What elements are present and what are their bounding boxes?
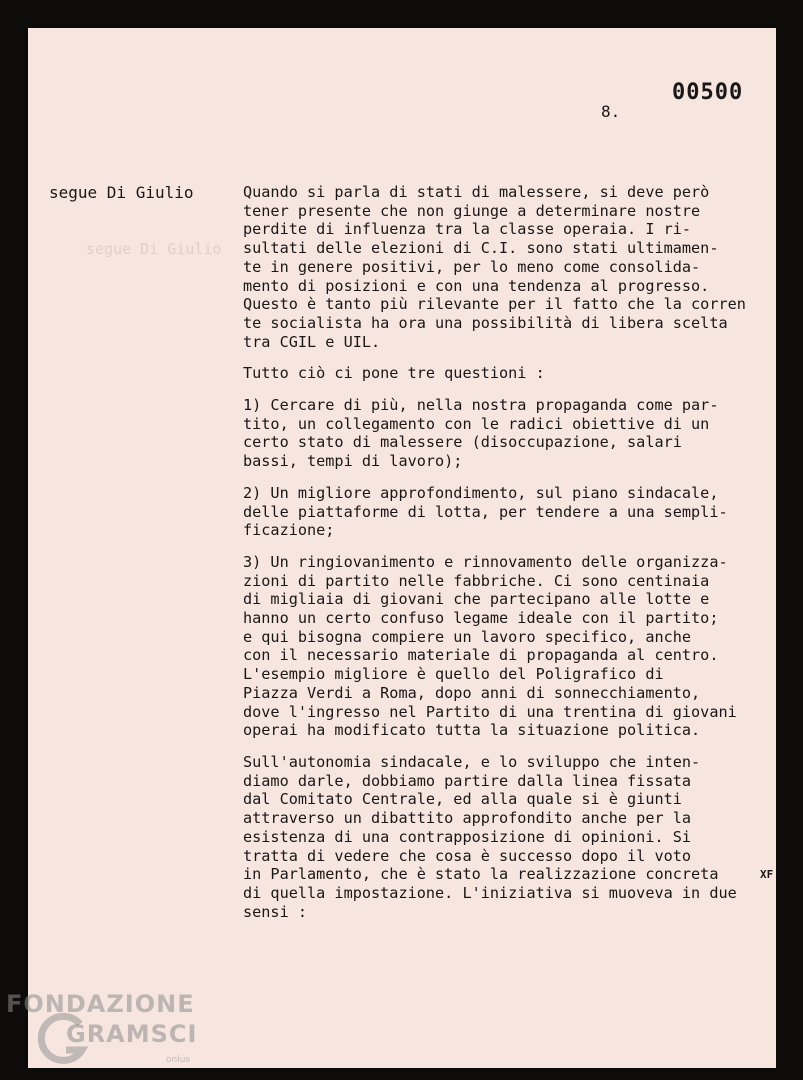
text-line: tener presente che non giunge a determinare nostre — [243, 201, 701, 220]
text-line: tra CGIL e UIL. — [243, 332, 381, 351]
paragraph-2 — [243, 364, 773, 383]
speaker-label: segue Di Giulio — [49, 183, 194, 202]
margin-mark: XF — [760, 868, 774, 881]
paragraph-6 — [243, 753, 773, 921]
text-line: certo stato di malessere (disoccupazione, salari — [243, 433, 682, 452]
text-line: di quella impostazione. L'iniziativa si muoveva in due — [243, 883, 737, 902]
text-line: in Parlamento, che è stato la realizzazione concreta — [243, 865, 719, 884]
text-line: Questo è tanto più rilevante per il fatto che la corren — [243, 295, 746, 314]
text-line: sensi : — [243, 902, 308, 921]
text-line: attraverso un dibattito approfondito anche per la — [243, 809, 692, 828]
text-line: Sull'autonomia sindacale, e lo sviluppo che inten- — [243, 752, 701, 771]
text-line: sultati delle elezioni di C.I. sono stati ultimamen- — [243, 239, 719, 258]
paragraph-3 — [243, 396, 773, 471]
text-line: bassi, tempi di lavoro); — [243, 452, 463, 471]
text-line: Piazza Verdi a Roma, dopo anni di sonnecchiamento, — [243, 683, 701, 702]
text-line: operai ha modificato tutta la situazione politica. — [243, 721, 701, 740]
text-line: L'esempio migliore è quello del Poligrafico di — [243, 665, 664, 684]
text-line: mento di posizioni e con una tendenza al progresso. — [243, 276, 710, 295]
text-line: zioni di partito nelle fabbriche. Ci sono centinaia — [243, 571, 710, 590]
text-line: Tutto ciò ci pone tre questioni : — [243, 364, 545, 383]
text-line: te socialista ha ora una possibilità di libera scelta — [243, 313, 728, 332]
page-number: 8. — [601, 102, 621, 121]
text-line: 1) Cercare di più, nella nostra propaganda come par- — [243, 396, 719, 415]
text-line: e qui bisogna compiere un lavoro specifico, anche — [243, 627, 692, 646]
text-line: dove l'ingresso nel Partito di una trentina di giovani — [243, 702, 737, 721]
text-line: te in genere positivi, per lo meno come consolida- — [243, 257, 701, 276]
text-line: con il necessario materiale di propaganda al centro. — [243, 646, 719, 665]
text-line: 2) Un migliore approfondimento, sul piano sindacale, — [243, 483, 719, 502]
text-line: tito, un collegamento con le radici obiettive di un — [243, 414, 710, 433]
watermark-line-1: FONDAZIONE — [6, 990, 195, 1018]
text-line: hanno un certo confuso legame ideale con il partito; — [243, 609, 719, 628]
text-line: ficazione; — [243, 521, 335, 540]
paragraph-5 — [243, 553, 773, 740]
text-line: delle piattaforme di lotta, per tendere a una sempli- — [243, 502, 728, 521]
text-line: tratta di vedere che cosa è successo dopo il voto — [243, 846, 692, 865]
text-line: esistenza di una contrapposizione di opinioni. Si — [243, 827, 692, 846]
watermark-line-2: GRAMSCI — [66, 1020, 198, 1048]
paragraph-1 — [243, 183, 773, 351]
text-line: 3) Un ringiovanimento e rinnovamento delle organizza- — [243, 552, 728, 571]
fondazione-gramsci-watermark — [6, 990, 197, 1048]
text-line: perdite di influenza tra la classe operaia. I ri- — [243, 220, 692, 239]
watermark-small-text: onlus — [166, 1055, 191, 1065]
text-line: di migliaia di giovani che partecipano alle lotte e — [243, 590, 710, 609]
body-text — [243, 183, 773, 934]
paragraph-4 — [243, 484, 773, 540]
archive-number: 00500 — [672, 80, 744, 105]
text-line: dal Comitato Centrale, ed alla quale si è giunti — [243, 790, 682, 809]
text-line: diamo darle, dobbiamo partire dalla linea fissata — [243, 771, 692, 790]
gramsci-logo-icon — [36, 1010, 88, 1072]
bleed-through-text: segue Di Giulio — [86, 240, 222, 258]
text-line: Quando si parla di stati di malessere, si deve però — [243, 183, 710, 201]
